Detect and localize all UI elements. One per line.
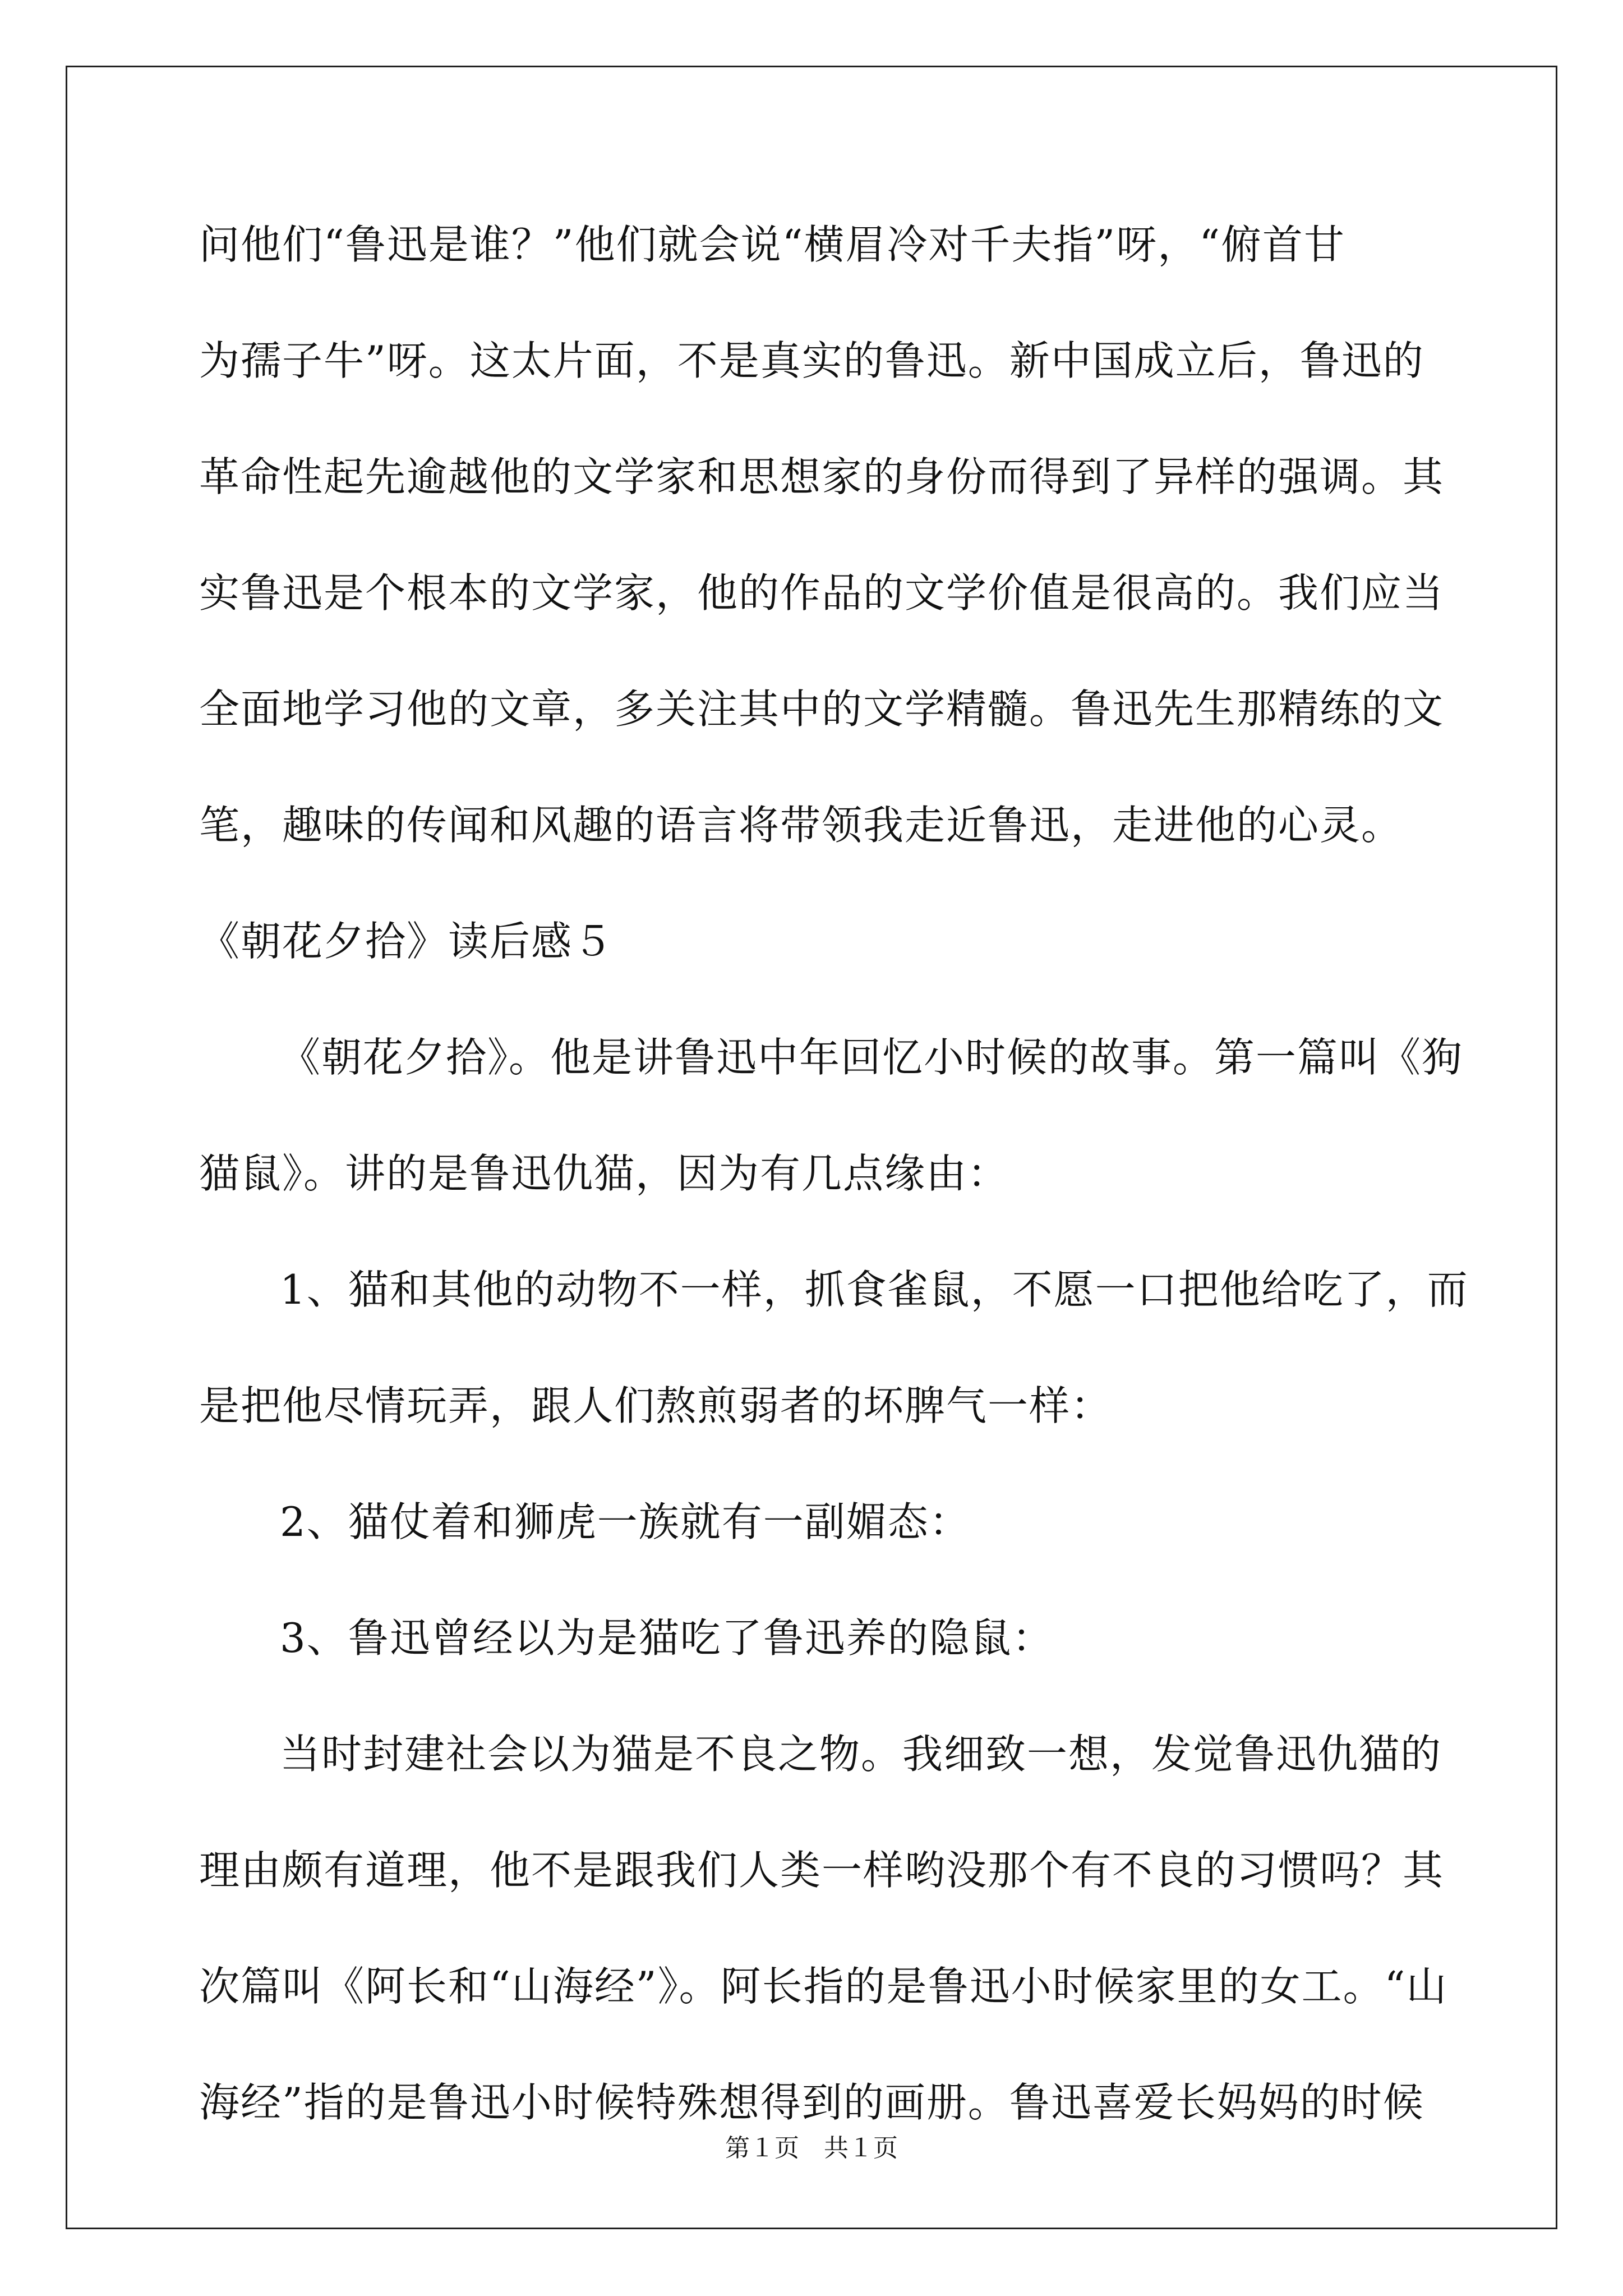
page-footer: 第１页 共１页 <box>725 2134 898 2162</box>
section-heading: 《朝花夕拾》读后感５ <box>199 918 615 965</box>
list-item-line: 1、猫和其他的动物不一样，抓食雀鼠，不愿一口把他给吃了，而 <box>280 1266 1469 1313</box>
paragraph-line: 海经”指的是鲁迅小时候特殊想得到的画册。鲁迅喜爱长妈妈的时候 <box>199 2079 1424 2126</box>
paragraph-line: 问他们“鲁迅是谁？”他们就会说“横眉冷对千夫指”呀，“俯首甘 <box>199 221 1346 268</box>
list-item-line: 3、鲁迅曾经以为是猫吃了鲁迅养的隐鼠： <box>280 1614 1054 1662</box>
paragraph-line: 革命性起先逾越他的文学家和思想家的身份而得到了异样的强调。其 <box>199 453 1445 500</box>
paragraph-line: 猫鼠》。讲的是鲁迅仇猫，因为有几点缘由： <box>199 1150 1009 1197</box>
paragraph-line: 笔，趣味的传闻和风趣的语言将带领我走近鲁迅，走进他的心灵。 <box>199 802 1403 849</box>
paragraph-line: 为孺子牛”呀。这太片面，不是真实的鲁迅。新中国成立后，鲁迅的 <box>199 337 1424 384</box>
paragraph-line: 次篇叫《阿长和“山海经”》。阿长指的是鲁迅小时候家里的女工。“山 <box>199 1963 1448 2010</box>
paragraph-line: 《朝花夕拾》。他是讲鲁迅中年回忆小时候的故事。第一篇叫《狗 <box>280 1034 1464 1081</box>
paragraph-line: 全面地学习他的文章，多关注其中的文学精髓。鲁迅先生那精练的文 <box>199 685 1445 733</box>
paragraph-line: 理由颇有道理，他不是跟我们人类一样哟没那个有不良的习惯吗？其 <box>199 1847 1445 1894</box>
list-item-line: 2、猫仗着和狮虎一族就有一副媚态： <box>280 1498 971 1545</box>
list-item-line: 是把他尽情玩弄，跟人们熬煎弱者的坏脾气一样： <box>199 1382 1113 1429</box>
paragraph-line: 当时封建社会以为猫是不良之物。我细致一想，发觉鲁迅仇猫的 <box>280 1731 1442 1778</box>
paragraph-line: 实鲁迅是个根本的文学家，他的作品的文学价值是很高的。我们应当 <box>199 569 1445 616</box>
